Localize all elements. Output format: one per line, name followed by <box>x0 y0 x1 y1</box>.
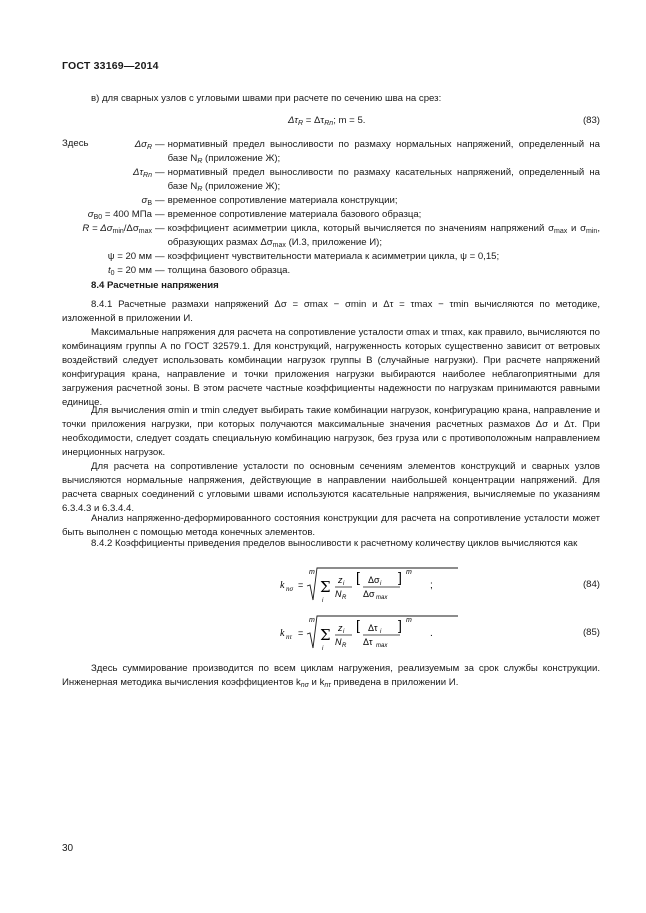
zdes-label: Здесь <box>62 138 89 149</box>
f84-lbr: [ <box>356 569 360 585</box>
f85-zsub: i <box>343 629 345 635</box>
f84-den: Δσ <box>363 589 375 599</box>
f85-tail: . <box>430 628 433 639</box>
page-header: ГОСТ 33169—2014 <box>62 60 159 72</box>
f84-zsub: i <box>343 581 345 587</box>
f85-k: k <box>280 628 285 639</box>
f85-densub: max <box>376 643 388 649</box>
f85-root-m: m <box>309 617 315 624</box>
f85-eq: = <box>298 628 304 638</box>
f84-ksub: nσ <box>286 585 293 593</box>
f85-ksub: nτ <box>286 633 293 641</box>
f84-tail: ; <box>430 580 433 591</box>
formula-85-svg <box>280 614 460 654</box>
paragraph-anal: Анализ напряженно-деформированного состояния конструкции для расчета на сопротивление усталости может быть выполнен с помощью метода конечных элементов. <box>62 513 600 538</box>
formula-85 <box>62 614 600 654</box>
f84-Nsub: R <box>342 595 347 601</box>
paragraph-min: Для вычисления σmin и τmin следует выбирать такие комбинации нагрузок, конфигурацию крана, направление и точки приложения нагрузки, при которых получаются максимальные значения расчетных размахов Δσ и Δτ. При необходимости, следует создать специальную комбинацию нагрузок, без груза или с противоположным направлением инерционных нагрузок. <box>62 405 600 458</box>
f84-i: i <box>322 598 324 604</box>
f84-N: N <box>335 589 342 599</box>
f85-exp-m: m <box>406 617 412 624</box>
f85-z: z <box>338 623 343 633</box>
f85-N: N <box>335 637 342 647</box>
f84-densub: max <box>376 595 388 601</box>
f84-exp-m: m <box>406 569 412 576</box>
def-item: $t_0 = 20$ мм — толщина базового образца. <box>107 265 291 277</box>
def-item: $\sigma_{B0} = 400$ МПа — временное сопротивление материала базового образца; <box>87 209 422 221</box>
f85-num: Δτ <box>368 623 378 633</box>
formula-number: (83) <box>582 115 600 126</box>
paragraph-842: 8.4.2 Коэффициенты приведения пределов выносливости к расчетному количеству циклов вычисляются как <box>91 538 578 549</box>
page-number: 30 <box>62 843 74 854</box>
formula-84 <box>62 566 600 606</box>
formula-number: (85) <box>582 627 600 638</box>
paragraph-osn: Для расчета на сопротивление усталости по основным сечениям элементов конструкций и сварных узлов вычисляются нормальные напряжения, действующие в направлении наибольшей концентрации напряжений. Для расчета сварных соединений с угловыми швами используются касательные напряжения, вычисляемые по указаниям 6.3.4.3 и 6.3.4.4. <box>62 461 600 514</box>
f84-numsub: i <box>380 581 382 587</box>
f85-Nsub: R <box>342 643 347 649</box>
paragraph-sum: Здесь суммирование производится по всем циклам нагружения, реализуемым за срок службы конструкции. Инженерная методика вычисления коэффициентов $k_{n\sigma}$ и $k_{n\tau}$ приведена в приложении И. <box>62 663 600 689</box>
def-item: $R = \Delta\sigma_{min}/\Delta\sigma_{max}$ — коэффициент асимметрии цикла, который вычисляется по значениям напряжений $\sigma_{max}$ и $\sigma_{min}$, образующих размах $\Delta\sigma_{max}$ (И.3, приложение И); <box>82 223 600 249</box>
def-item: ψ = 20 мм — коэффициент чувствительности материала к асимметрии цикла, ψ = 0,15; <box>107 251 500 262</box>
f85-den: Δτ <box>363 637 373 647</box>
f84-root-m: m <box>309 569 315 576</box>
formula-83: $\Delta\tau_R = \Delta\tau_{Rn}$; m = 5. (83) <box>288 115 600 127</box>
f85-numsub: i <box>380 629 382 635</box>
section-title: 8.4 Расчетные напряжения <box>91 280 219 291</box>
f85-rbr: ] <box>398 617 402 633</box>
f84-sum: Σ <box>320 578 331 596</box>
f85-lbr: [ <box>356 617 360 633</box>
f84-num: Δσ <box>368 575 380 585</box>
definitions <box>62 138 600 278</box>
f85-i: i <box>322 646 324 652</box>
paragraph-841: 8.4.1 Расчетные размахи напряжений Δσ = σmax − σmin и Δτ = τmax − τmin вычисляются по методике, изложенной в приложении И. <box>62 299 600 324</box>
f84-k: k <box>280 580 285 591</box>
f84-rbr: ] <box>398 569 402 585</box>
paragraph-max: Максимальные напряжения для расчета на сопротивление усталости σmax и τmax, как правило, вычисляются по комбинациям группы А по ГОСТ 32579.1. Для конструкций, нагруженность которых существенно зависит от ветровых воздействий следует использовать комбинации нагрузок группы В (случайные нагрузки). При расчете напряжений конфигурация крана, направление и точки приложения нагрузки выбираются наиболее неблагоприятными для загружения расчетной зоны. В этом расчете частные коэффициенты надежности по нагрузкам принимаются равными единице. <box>62 327 600 408</box>
def-item: $\sigma_B$ — временное сопротивление материала конструкции; <box>141 195 398 207</box>
item-v: в) для сварных узлов с угловыми швами при расчете по сечению шва на срез: <box>91 93 442 104</box>
f84-z: z <box>338 575 343 585</box>
formula-number: (84) <box>582 579 600 590</box>
f84-eq: = <box>298 580 304 590</box>
formula-84-svg <box>280 566 460 606</box>
def-item: $\Delta\tau_{Rn}$ — нормативный предел выносливости по размаху касательных напряжений, определенный на базе $N_R$ (приложение Ж); <box>133 167 600 193</box>
f83-lhs: Δτ <box>288 115 299 126</box>
f85-sum: Σ <box>320 626 331 644</box>
def-item: $\Delta\sigma_R$ — нормативный предел выносливости по размаху нормальных напряжений, определенный на базе $N_R$ (приложение Ж); <box>134 139 600 165</box>
